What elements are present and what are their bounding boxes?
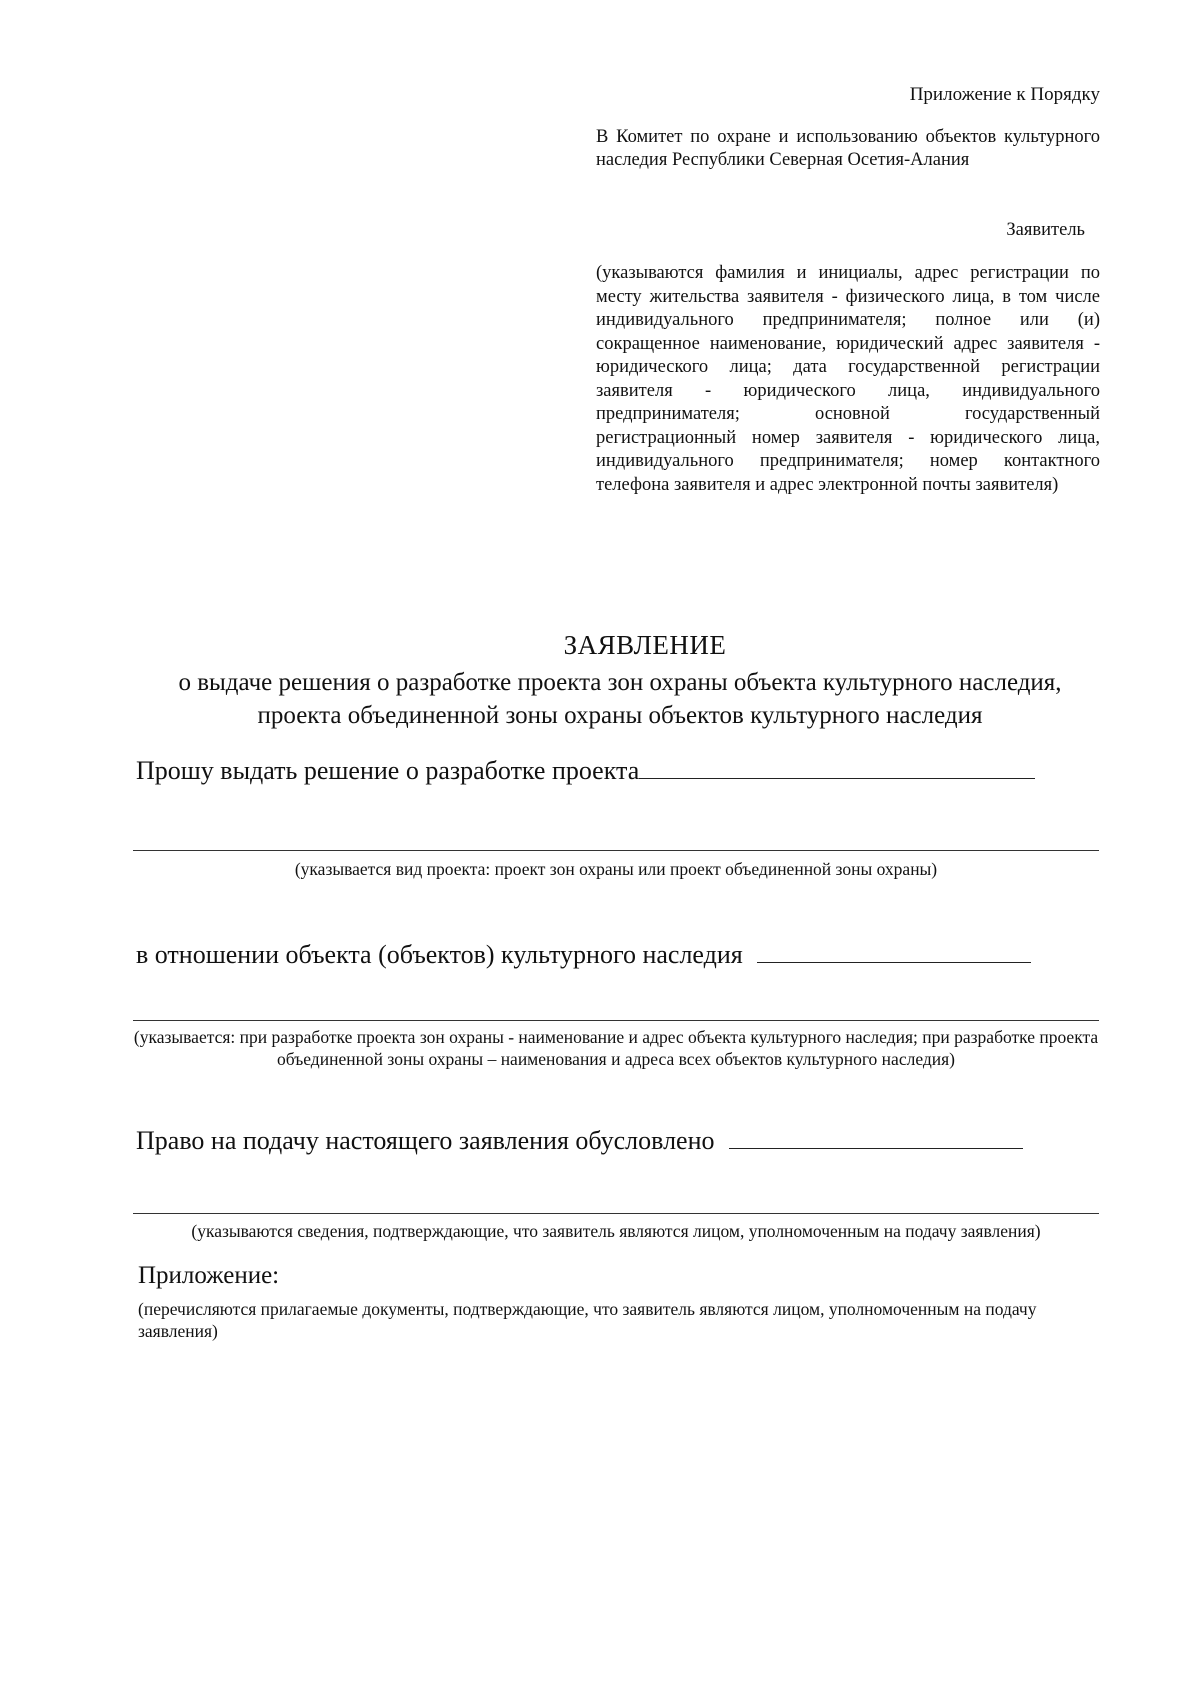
project-type-blank[interactable] [639, 758, 1035, 779]
attachments-heading: Приложение: [138, 1262, 280, 1289]
heritage-object-fill-line[interactable] [133, 1020, 1099, 1021]
heritage-object-hint: (указывается: при разработке проекта зон охраны - наименование и адрес объекта культурного наследия; при разработке проекта объединенной зоны охраны – наименования и адреса всех объектов культурного наследия) [133, 1027, 1099, 1069]
heritage-object-line [136, 940, 1031, 970]
heritage-object-label: в отношении объекта (объектов) культурного наследия [136, 940, 743, 969]
filing-right-hint: (указываются сведения, подтверждающие, что заявитель являются лицом, уполномоченным на подачу заявления) [191, 1221, 1041, 1241]
project-request-line [136, 756, 1035, 786]
appendix-reference: Приложение к Порядку [909, 84, 1100, 105]
heritage-object-blank[interactable] [757, 942, 1031, 963]
document-subtitle: о выдаче решения о разработке проекта зон охраны объекта культурного наследия, проекта объединенной зоны охраны объектов культурного наследия [178, 669, 1062, 729]
applicant-details-hint: (указываются фамилия и инициалы, адрес регистрации по месту жительства заявителя - физического лица, в том числе индивидуального предпринимателя; полное или (и) сокращенное наименование, юридический адрес заявителя - юридического лица; дата государственной регистрации заявителя - юридического лица, индивидуального предпринимателя; основной государственный регистрационный номер заявителя - юридического лица, индивидуального предпринимателя; номер контактного телефона заявителя и адрес электронной почты заявителя) [596, 263, 1100, 495]
filing-right-fill-line[interactable] [133, 1213, 1099, 1214]
filing-right-blank[interactable] [729, 1128, 1023, 1149]
filing-right-label: Право на подачу настоящего заявления обусловлено [136, 1126, 715, 1155]
attachments-hint: (перечисляются прилагаемые документы, подтверждающие, что заявитель являются лицом, уполномоченным на подачу заявления) [138, 1299, 1037, 1341]
project-type-fill-line[interactable] [133, 850, 1099, 851]
filing-right-line [136, 1126, 1023, 1156]
project-request-label: Прошу выдать решение о разработке проекта [136, 756, 640, 785]
addressee-block: В Комитет по охране и использованию объектов культурного наследия Республики Северная Осетия-Алания [596, 127, 1100, 170]
applicant-label: Заявитель [1006, 220, 1085, 240]
document-title: ЗАЯВЛЕНИЕ [563, 630, 727, 660]
project-type-hint: (указывается вид проекта: проект зон охраны или проект объединенной зоны охраны) [294, 859, 938, 879]
